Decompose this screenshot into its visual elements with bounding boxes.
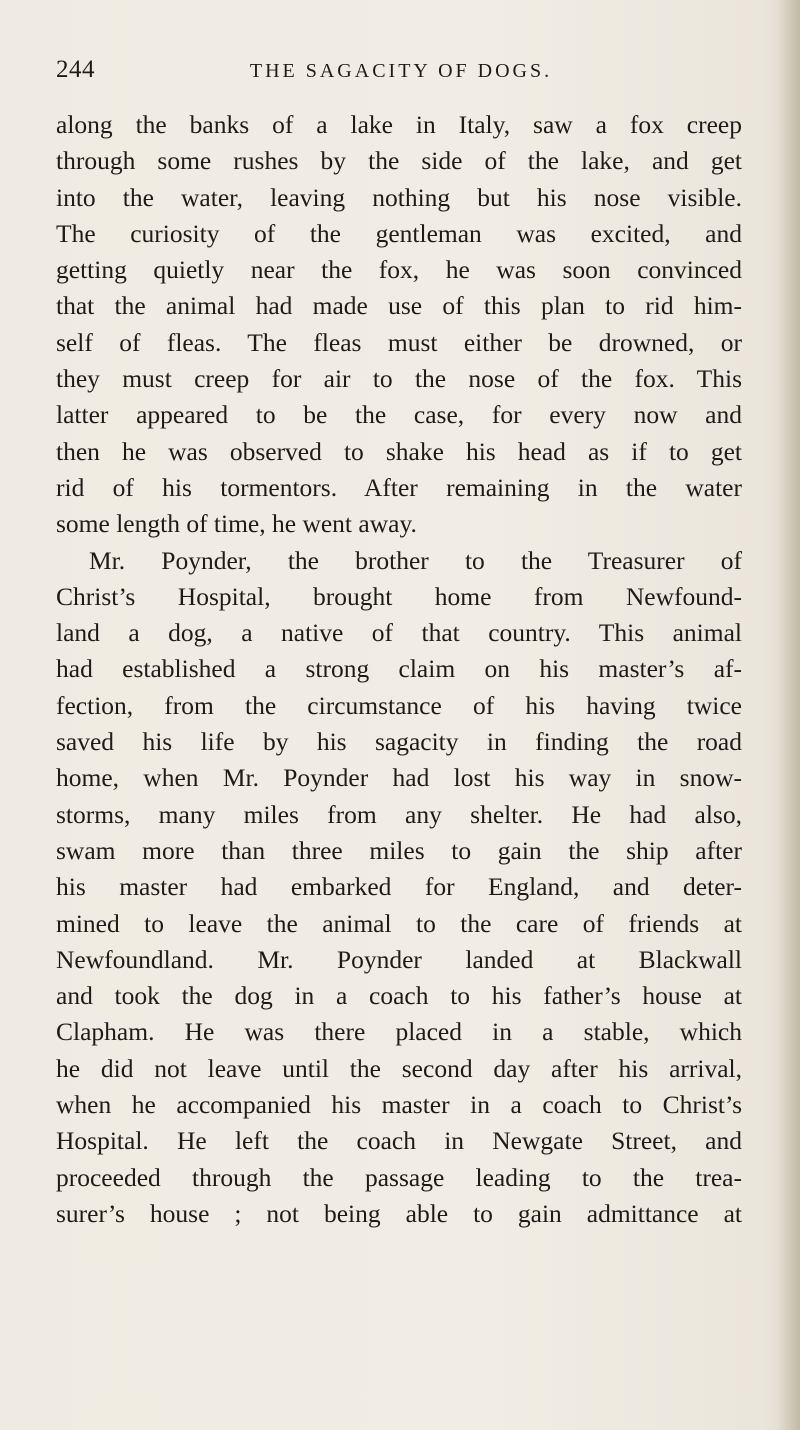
text-line: land a dog, a native of that country. This animal [56,618,742,648]
text-line: fection, from the circumstance of his having twice [56,690,742,720]
paragraph [56,107,742,543]
text-line: and took the dog in a coach to his father’s house at [56,981,742,1011]
text-line: Clapham. He was there placed in a stable, which [56,1017,742,1047]
text-line: surer’s house ; not being able to gain admittance at [56,1198,742,1228]
text-line: they must creep for air to the nose of the fox. This [56,364,742,394]
text-line: Hospital. He left the coach in Newgate Street, and [56,1126,742,1156]
text-line: home, when Mr. Poynder had lost his way in snow- [56,763,742,793]
text-line: latter appeared to be the case, for every now and [56,400,742,430]
page-edge-shadow [778,0,800,1430]
text-line: Newfoundland. Mr. Poynder landed at Blackwall [56,944,742,974]
text-line: his master had embarked for England, and deter- [56,872,742,902]
text-line: when he accompanied his master in a coach to Christ’s [56,1090,742,1120]
text-line: he did not leave until the second day after his arrival, [56,1053,742,1083]
body-text [56,107,742,1232]
text-line: mined to leave the animal to the care of friends at [56,908,742,938]
text-line: then he was observed to shake his head as if to get [56,436,742,466]
running-title: THE SAGACITY OF DOGS. [249,60,553,82]
text-line: rid of his tormentors. After remaining in the water [56,472,742,502]
page-header [56,56,746,90]
paragraph [56,543,742,1233]
text-line: Mr. Poynder, the brother to the Treasurer of [89,545,742,575]
text-line: along the banks of a lake in Italy, saw a fox creep [56,110,742,139]
text-line: into the water, leaving nothing but his nose visible. [56,182,742,212]
text-line: through some rushes by the side of the lake, and get [56,146,742,176]
text-line: proceeded through the passage leading to the trea- [56,1162,742,1192]
text-line: swam more than three miles to gain the ship after [56,835,742,865]
text-line: Christ’s Hospital, brought home from Newfound- [56,581,742,611]
text-line: getting quietly near the fox, he was soon convinced [56,255,742,285]
text-line: The curiosity of the gentleman was excited, and [56,218,742,248]
text-line: self of fleas. The fleas must either be drowned, or [56,327,742,357]
text-line: storms, many miles from any shelter. He had also, [56,799,742,829]
text-line: some length of time, he went away. [56,509,417,539]
text-line: that the animal had made use of this plan to rid him- [56,291,742,321]
page-number: 244 [56,56,95,83]
text-line: had established a strong claim on his master’s af- [56,654,742,684]
text-line: saved his life by his sagacity in finding the road [56,727,742,757]
